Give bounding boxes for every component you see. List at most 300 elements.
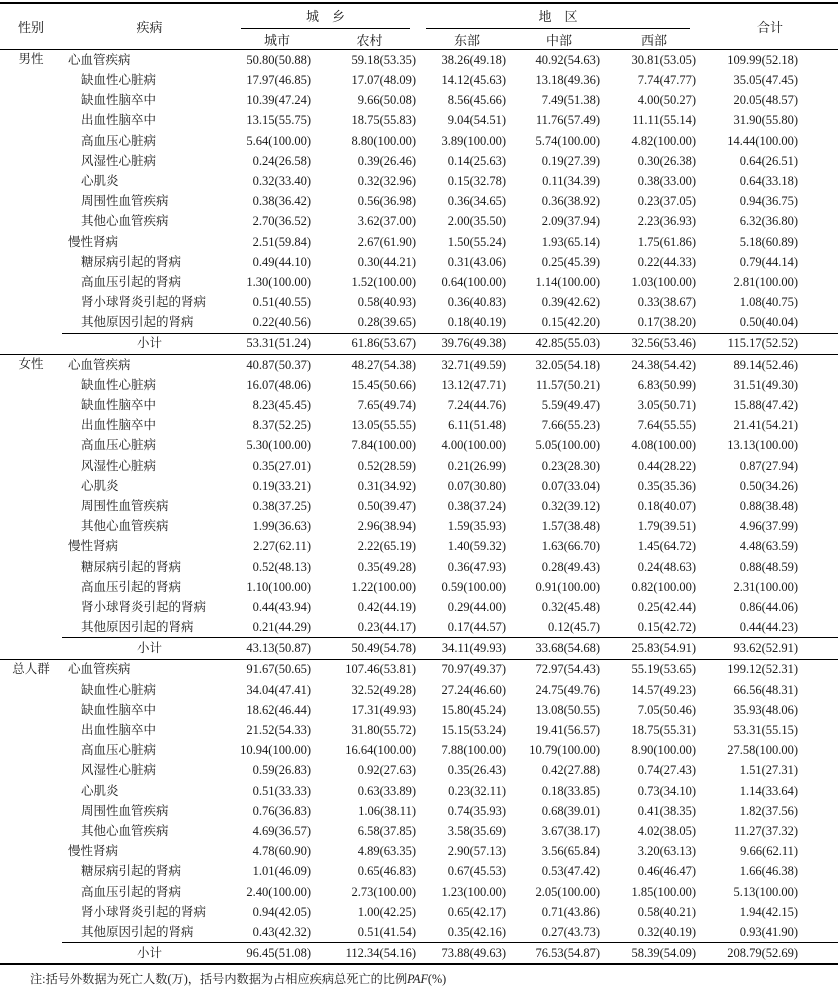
value-cell: 15.88(47.42) [733,398,799,413]
disease-label: 风湿性心脏病 [81,153,157,168]
subtotal-label: 小计 [62,333,237,354]
value-cell: 0.25(42.44) [637,599,697,614]
value-cell: 1.94(42.15) [739,904,799,919]
value-cell: 4.89(63.35) [357,844,417,859]
value-cell: 39.76(49.38) [422,333,512,354]
value-cell: 58.39(54.09) [606,943,702,965]
value-cell: 0.31(34.92) [357,478,417,493]
value-cell: 0.39(42.62) [541,295,601,310]
table-row [0,151,838,171]
value-cell: 8.37(52.25) [252,418,311,433]
value-cell: 1.57(38.48) [541,519,601,534]
value-cell: 0.44(28.22) [637,458,697,473]
value-cell: 0.52(28.59) [357,458,417,473]
value-cell: 0.11(34.39) [542,173,601,188]
table-row [0,375,838,395]
value-cell: 1.45(64.72) [637,539,697,554]
disease-label: 其他原因引起的肾病 [81,315,194,330]
value-cell: 0.52(48.13) [252,559,311,574]
gender-label: 总人群 [0,659,62,964]
value-cell: 0.18(40.19) [447,315,507,330]
disease-label: 肾小球肾炎引起的肾病 [81,904,207,919]
table-row [0,720,838,740]
value-cell: 8.90(100.00) [631,743,697,758]
journal-table-page [0,2,838,987]
value-cell: 2.22(65.19) [357,539,417,554]
value-cell: 2.73(100.00) [351,884,417,899]
value-cell: 1.52(100.00) [351,274,417,289]
table-body [0,50,838,965]
table-row [0,292,838,312]
value-cell: 6.83(50.99) [637,377,697,392]
value-cell: 14.57(49.23) [631,682,697,697]
value-cell: 25.83(54.91) [606,638,702,659]
table-row [0,232,838,252]
value-cell: 0.07(33.04) [541,478,601,493]
value-cell: 93.62(52.91) [702,638,838,659]
subtotal-row [0,638,838,659]
disease-label: 出血性脑卒中 [81,113,157,128]
value-cell: 8.56(45.66) [447,93,507,108]
value-cell: 13.12(47.71) [441,377,507,392]
value-cell: 14.44(100.00) [727,133,799,148]
disease-label: 出血性脑卒中 [81,418,157,433]
disease-label: 心血管疾病 [68,52,131,67]
value-cell: 1.82(37.56) [739,803,799,818]
value-cell: 10.79(100.00) [529,743,601,758]
value-cell: 91.67(50.65) [237,659,317,680]
value-cell: 2.27(62.11) [253,539,311,554]
disease-label: 慢性肾病 [68,539,119,554]
disease-label: 缺血性心脏病 [81,682,157,697]
value-cell: 4.78(60.90) [252,844,311,859]
value-cell: 2.90(57.13) [447,844,507,859]
value-cell: 0.64(26.51) [739,153,799,168]
value-cell: 0.65(42.17) [447,904,507,919]
value-cell: 19.41(56.57) [535,723,601,738]
table-row [0,557,838,577]
value-cell: 0.17(38.20) [637,315,697,330]
footnote-text: 注:括号外数据为死亡人数(万)，括号内数据为占相应疾病总死亡的比例 [30,972,408,987]
disease-label: 周围性血管疾病 [81,194,169,209]
value-cell: 35.05(47.45) [733,73,799,88]
mortality-paf-table [0,2,838,965]
disease-label: 出血性脑卒中 [81,723,157,738]
table-row [0,111,838,131]
value-cell: 0.32(33.40) [252,173,311,188]
value-cell: 0.58(40.93) [357,295,417,310]
gender-label: 女性 [0,354,62,659]
value-cell: 107.46(53.81) [317,659,422,680]
value-cell: 7.74(47.77) [637,73,697,88]
value-cell: 32.71(49.59) [422,354,512,375]
value-cell: 7.65(49.74) [357,398,417,413]
value-cell: 0.38(37.24) [447,498,507,513]
value-cell: 4.48(63.59) [739,539,799,554]
value-cell: 1.06(38.11) [358,803,417,818]
table-footnote [0,965,838,987]
value-cell: 15.15(53.24) [441,723,507,738]
region-group-label: 地 区 [426,4,690,29]
value-cell: 16.07(48.06) [246,377,311,392]
value-cell: 11.57(50.21) [535,377,601,392]
table-row [0,659,838,680]
disease-label: 高血压引起的肾病 [81,579,182,594]
value-cell: 10.39(47.24) [246,93,311,108]
value-cell: 31.80(55.72) [351,723,417,738]
disease-label: 周围性血管疾病 [81,498,169,513]
value-cell: 0.17(44.57) [447,620,507,635]
value-cell: 1.93(65.14) [541,234,601,249]
value-cell: 9.04(54.51) [447,113,507,128]
value-cell: 7.05(50.46) [637,702,697,717]
value-cell: 66.56(48.31) [733,682,799,697]
value-cell: 14.12(45.63) [441,73,507,88]
value-cell: 2.09(37.94) [541,214,601,229]
subtotal-label: 小计 [62,638,237,659]
disease-label: 缺血性脑卒中 [81,93,157,108]
value-cell: 0.36(40.83) [447,295,507,310]
value-cell: 15.45(50.66) [351,377,417,392]
disease-label: 缺血性心脏病 [81,73,157,88]
value-cell: 2.81(100.00) [733,274,799,289]
value-cell: 0.79(44.14) [739,254,799,269]
table-row [0,801,838,821]
value-cell: 0.36(47.93) [447,559,507,574]
value-cell: 43.13(50.87) [237,638,317,659]
footnote-paf-unit: (%) [427,972,447,987]
value-cell: 0.35(27.01) [252,458,311,473]
value-cell: 1.66(46.38) [739,864,799,879]
value-cell: 32.56(53.46) [606,333,702,354]
value-cell: 0.41(38.35) [637,803,697,818]
value-cell: 0.19(27.39) [541,153,601,168]
value-cell: 8.23(45.45) [252,398,311,413]
disease-label: 其他原因引起的肾病 [81,924,194,939]
value-cell: 13.15(55.75) [246,113,311,128]
value-cell: 0.32(32.96) [357,173,417,188]
table-row [0,395,838,415]
value-cell: 0.50(39.47) [357,498,417,513]
table-row [0,90,838,110]
value-cell: 53.31(55.15) [733,723,799,738]
value-cell: 0.28(39.65) [357,315,417,330]
value-cell: 0.49(44.10) [252,254,311,269]
value-cell: 0.73(34.10) [637,783,697,798]
value-cell: 1.59(35.93) [447,519,507,534]
value-cell: 0.88(38.48) [739,498,799,513]
value-cell: 20.05(48.57) [733,93,799,108]
value-cell: 2.40(100.00) [246,884,311,899]
table-row [0,700,838,720]
disease-label: 周围性血管疾病 [81,803,169,818]
disease-label: 糖尿病引起的肾病 [81,254,182,269]
value-cell: 32.05(54.18) [512,354,606,375]
value-cell: 53.31(51.24) [237,333,317,354]
value-cell: 0.25(45.39) [541,254,601,269]
value-cell: 0.82(100.00) [631,579,697,594]
value-cell: 5.30(100.00) [246,438,311,453]
value-cell: 0.64(33.18) [739,173,799,188]
value-cell: 10.94(100.00) [240,743,311,758]
value-cell: 34.11(49.93) [422,638,512,659]
footnote-paf-label: PAF [407,972,428,987]
table-row [0,415,838,435]
value-cell: 0.15(32.78) [447,173,507,188]
disease-label: 其他心血管疾病 [81,519,169,534]
value-cell: 199.12(52.31) [702,659,838,680]
value-cell: 27.24(46.60) [441,682,507,697]
table-row [0,680,838,700]
table-row [0,496,838,516]
col-header-total: 合计 [757,20,784,35]
value-cell: 70.97(49.37) [422,659,512,680]
value-cell: 1.10(100.00) [246,579,311,594]
value-cell: 11.27(37.32) [733,823,799,838]
value-cell: 0.94(36.75) [739,194,799,209]
value-cell: 0.36(38.92) [541,194,601,209]
value-cell: 1.08(40.75) [739,295,799,310]
value-cell: 18.75(55.83) [351,113,417,128]
value-cell: 208.79(52.69) [702,943,838,965]
value-cell: 1.30(100.00) [246,274,311,289]
value-cell: 1.01(46.09) [252,864,311,879]
value-cell: 1.14(100.00) [535,274,601,289]
value-cell: 1.85(100.00) [631,884,697,899]
disease-label: 高血压引起的肾病 [81,884,182,899]
value-cell: 0.53(47.42) [541,864,601,879]
value-cell: 3.89(100.00) [441,133,507,148]
table-row [0,272,838,292]
value-cell: 0.27(43.73) [541,924,601,939]
table-row [0,841,838,861]
value-cell: 6.58(37.85) [357,823,417,838]
table-row [0,252,838,272]
value-cell: 0.36(34.65) [447,194,507,209]
disease-label: 心血管疾病 [62,659,237,680]
value-cell: 0.38(36.42) [252,194,311,209]
table-row [0,922,838,943]
table-row [0,516,838,536]
disease-label: 风湿性心脏病 [81,763,157,778]
value-cell: 0.23(44.17) [357,620,417,635]
value-cell: 3.56(65.84) [541,844,601,859]
value-cell: 1.40(59.32) [447,539,507,554]
table-row [0,456,838,476]
value-cell: 21.41(54.21) [733,418,799,433]
value-cell: 2.96(38.94) [357,519,417,534]
value-cell: 0.43(42.32) [252,924,311,939]
value-cell: 0.31(43.06) [447,254,507,269]
value-cell: 1.99(36.63) [252,519,311,534]
value-cell: 7.49(51.38) [541,93,601,108]
col-group-region [422,3,702,29]
value-cell: 0.14(25.63) [447,153,507,168]
urban-rural-group-label: 城 乡 [241,4,410,29]
value-cell: 24.38(54.42) [606,354,702,375]
disease-label: 缺血性心脏病 [81,377,157,392]
value-cell: 3.62(37.00) [357,214,417,229]
value-cell: 0.32(40.19) [637,924,697,939]
value-cell: 5.64(100.00) [246,133,311,148]
value-cell: 0.67(45.53) [447,864,507,879]
value-cell: 0.58(40.21) [637,904,697,919]
subtotal-label: 小计 [62,943,237,965]
value-cell: 0.56(36.98) [357,194,417,209]
disease-label: 其他心血管疾病 [81,823,169,838]
value-cell: 0.44(44.23) [739,620,799,635]
col-header-west: 西部 [641,32,668,48]
table-row [0,436,838,456]
value-cell: 17.97(46.85) [246,73,311,88]
value-cell: 4.00(100.00) [441,438,507,453]
disease-label: 糖尿病引起的肾病 [81,559,182,574]
disease-label: 其他心血管疾病 [81,214,169,229]
value-cell: 4.02(38.05) [637,823,697,838]
value-cell: 0.33(38.67) [637,295,697,310]
value-cell: 1.03(100.00) [631,274,697,289]
subtotal-row [0,943,838,965]
value-cell: 27.58(100.00) [727,743,799,758]
value-cell: 0.30(44.21) [357,254,417,269]
gender-label: 男性 [18,52,44,66]
value-cell: 0.42(27.88) [541,763,601,778]
value-cell: 59.18(53.35) [351,52,417,67]
value-cell: 0.35(42.16) [447,924,507,939]
table-row [0,740,838,760]
table-row [0,50,838,71]
header-row-groups [0,3,838,29]
value-cell: 55.19(53.65) [606,659,702,680]
disease-label: 肾小球肾炎引起的肾病 [81,295,207,310]
value-cell: 89.14(52.46) [702,354,838,375]
value-cell: 24.75(49.76) [535,682,601,697]
value-cell: 18.75(55.31) [631,723,697,738]
table-row [0,70,838,90]
value-cell: 1.75(61.86) [637,234,697,249]
table-row [0,597,838,617]
value-cell: 3.58(35.69) [447,823,507,838]
table-row [0,212,838,232]
table-row [0,171,838,191]
value-cell: 2.00(35.50) [447,214,507,229]
disease-label: 高血压心脏病 [81,743,157,758]
value-cell: 16.64(100.00) [345,743,417,758]
value-cell: 9.66(62.11) [740,844,799,859]
value-cell: 4.08(100.00) [631,438,697,453]
value-cell: 0.63(33.89) [357,783,417,798]
table-row [0,577,838,597]
table-row [0,131,838,151]
value-cell: 38.26(49.18) [441,52,507,67]
value-cell: 7.88(100.00) [441,743,507,758]
value-cell: 6.11(51.48) [448,418,507,433]
value-cell: 17.07(48.09) [351,73,417,88]
value-cell: 42.85(55.03) [512,333,606,354]
table-row [0,882,838,902]
value-cell: 0.51(40.55) [252,295,311,310]
value-cell: 4.82(100.00) [631,133,697,148]
value-cell: 33.68(54.68) [512,638,606,659]
col-header-disease: 疾病 [136,20,163,35]
col-header-rural: 农村 [356,32,383,48]
value-cell: 4.00(50.27) [637,93,697,108]
col-header-urban: 城市 [263,32,290,48]
disease-label: 心肌炎 [81,173,119,188]
value-cell: 5.59(49.47) [541,398,601,413]
table-row [0,537,838,557]
value-cell: 13.13(100.00) [727,438,799,453]
value-cell: 73.88(49.63) [422,943,512,965]
value-cell: 0.18(40.07) [637,498,697,513]
value-cell: 2.70(36.52) [252,214,311,229]
disease-label: 肾小球肾炎引起的肾病 [81,599,207,614]
value-cell: 72.97(54.43) [512,659,606,680]
table-row [0,761,838,781]
value-cell: 0.42(44.19) [357,599,417,614]
col-header-east: 东部 [454,32,481,48]
value-cell: 21.52(54.33) [246,723,311,738]
table-row [0,902,838,922]
value-cell: 0.74(27.43) [637,763,697,778]
disease-label: 高血压引起的肾病 [81,274,182,289]
value-cell: 1.00(42.25) [357,904,417,919]
col-header-gender: 性别 [17,20,44,35]
value-cell: 96.45(51.08) [237,943,317,965]
value-cell: 0.50(34.26) [739,478,799,493]
disease-label: 心血管疾病 [62,354,237,375]
value-cell: 0.18(33.85) [541,783,601,798]
value-cell: 13.18(49.36) [535,73,601,88]
value-cell: 1.79(39.51) [637,519,697,534]
value-cell: 1.14(33.64) [739,783,799,798]
value-cell: 8.80(100.00) [351,133,417,148]
value-cell: 109.99(52.18) [727,52,799,67]
value-cell: 0.93(41.90) [739,924,799,939]
value-cell: 0.51(41.54) [357,924,417,939]
value-cell: 7.84(100.00) [351,438,417,453]
table-row [0,617,838,638]
value-cell: 0.46(46.47) [637,864,697,879]
value-cell: 76.53(54.87) [512,943,606,965]
value-cell: 13.08(50.55) [535,702,601,717]
value-cell: 112.34(54.16) [317,943,422,965]
value-cell: 0.12(45.7) [547,620,601,635]
value-cell: 1.51(27.31) [739,763,799,778]
disease-label: 高血压心脏病 [81,438,157,453]
disease-label: 其他原因引起的肾病 [81,620,194,635]
value-cell: 0.38(37.25) [252,498,311,513]
value-cell: 0.71(43.86) [541,904,601,919]
value-cell: 0.21(26.99) [447,458,507,473]
disease-label: 风湿性心脏病 [81,458,157,473]
value-cell: 2.23(36.93) [637,214,697,229]
value-cell: 5.74(100.00) [535,133,601,148]
value-cell: 7.64(55.55) [637,418,697,433]
value-cell: 4.96(37.99) [739,519,799,534]
value-cell: 0.15(42.20) [541,315,601,330]
value-cell: 0.94(42.05) [252,904,311,919]
value-cell: 0.44(43.94) [252,599,311,614]
value-cell: 40.92(54.63) [535,52,601,67]
value-cell: 0.39(26.46) [357,153,417,168]
table-row [0,191,838,211]
value-cell: 0.64(100.00) [441,274,507,289]
value-cell: 0.76(36.83) [252,803,311,818]
value-cell: 0.15(42.72) [637,620,697,635]
value-cell: 61.86(53.67) [317,333,422,354]
value-cell: 5.18(60.89) [739,234,799,249]
